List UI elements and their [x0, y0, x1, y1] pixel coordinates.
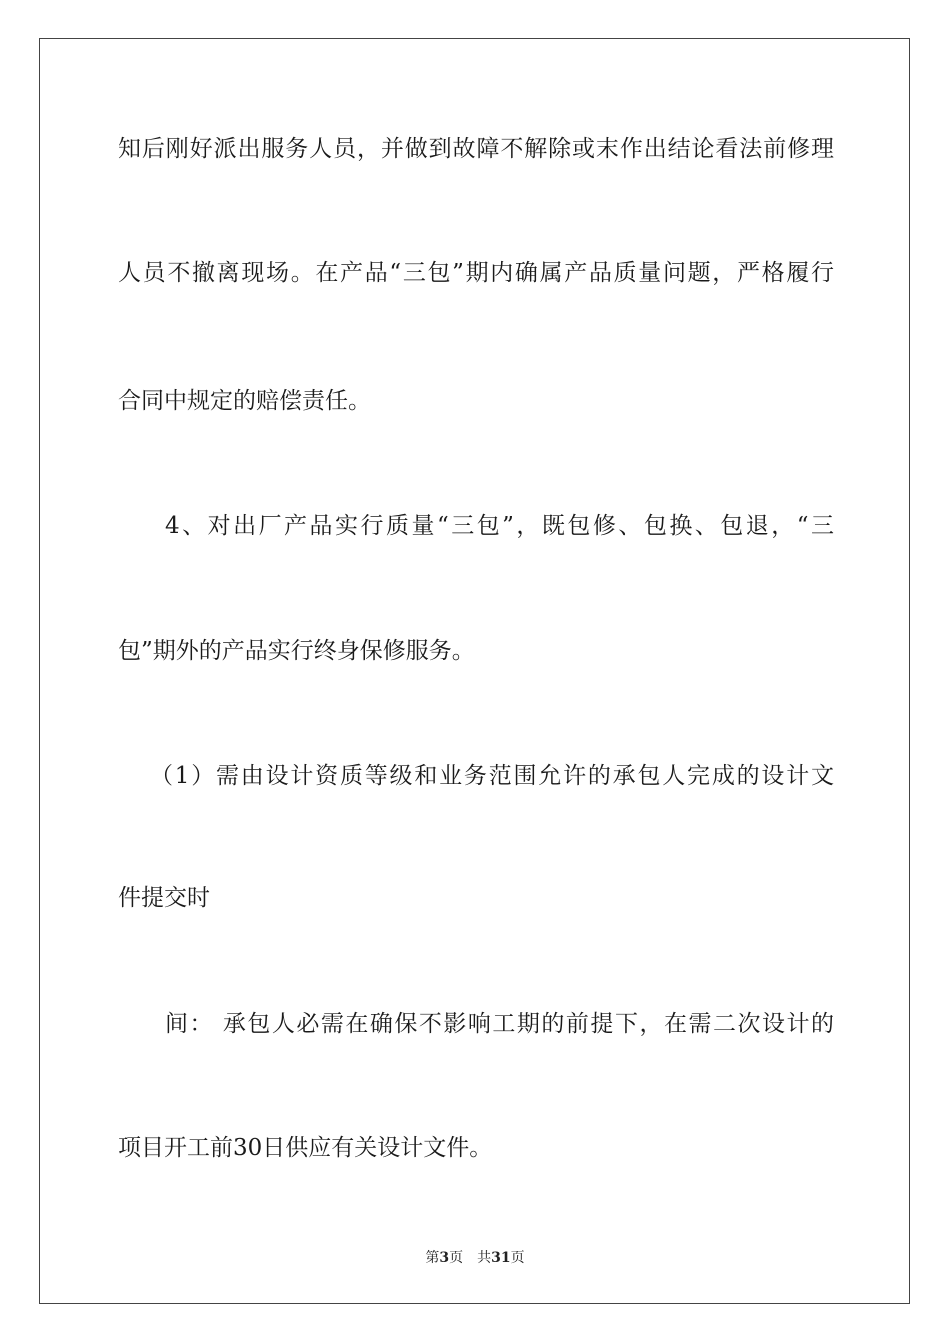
text-line: 项目开工前30日供应有关设计文件。 — [118, 1135, 493, 1161]
page-border — [39, 38, 910, 1304]
text-line: 件提交时 — [118, 885, 210, 911]
page-number: 3 — [439, 1250, 450, 1266]
text-line: 知后刚好派出服务人员，并做到故障不解除或末作出结论看法前修理 — [118, 136, 834, 162]
total-pages: 31 — [491, 1250, 511, 1266]
page-prefix: 第 — [425, 1250, 440, 1266]
text-line: 包”期外的产品实行终身保修服务。 — [118, 638, 475, 664]
total-prefix: 共 — [477, 1250, 492, 1266]
text-line: 合同中规定的赔偿责任。 — [118, 388, 371, 414]
total-suffix: 页 — [510, 1250, 525, 1266]
text-line: 4、对出厂产品实行质量“三包”，既包修、包换、包退，“三 — [165, 513, 834, 539]
text-line: 人员不撤离现场。在产品“三包”期内确属产品质量问题，严格履行 — [118, 260, 834, 286]
page-suffix: 页 — [449, 1250, 464, 1266]
page-footer — [0, 1249, 950, 1267]
text-line: 间： 承包人必需在确保不影响工期的前提下，在需二次设计的 — [165, 1011, 834, 1037]
text-line: （1）需由设计资质等级和业务范围允许的承包人完成的设计文 — [150, 763, 834, 789]
